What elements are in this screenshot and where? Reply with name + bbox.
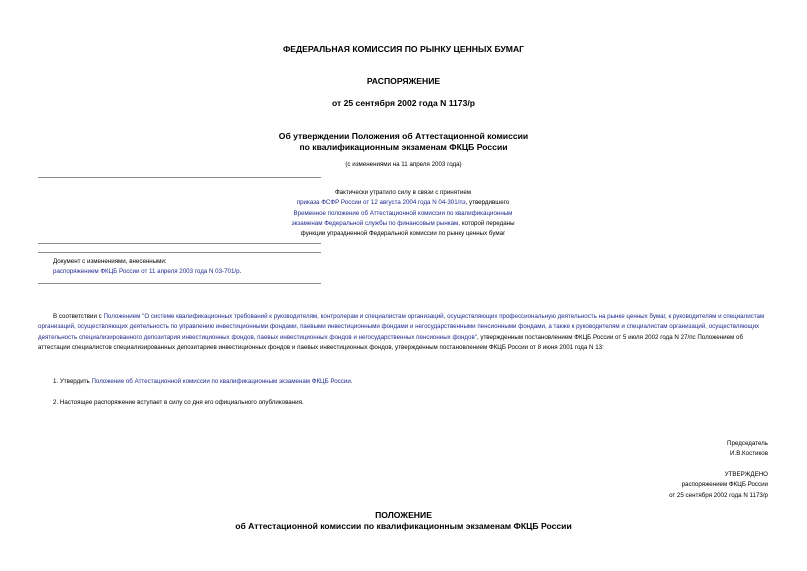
document-type: РАСПОРЯЖЕНИЕ <box>366 76 441 86</box>
status-note <box>250 188 556 239</box>
changes-box <box>53 257 353 278</box>
signature-block <box>560 439 768 460</box>
agency-name: ФЕДЕРАЛЬНАЯ КОМИССИЯ ПО РЫНКУ ЦЕННЫХ БУМАГ <box>282 44 525 54</box>
status-note-line1: Фактически утратило силу в связи с принятием <box>334 189 472 196</box>
approval-line1: УТВЕРЖДЕНО <box>724 471 768 478</box>
status-note-text: , которой переданы <box>458 219 515 227</box>
item-1-text: 1. Утвердить <box>53 378 92 385</box>
qualification-regulation-link[interactable]: Положением "О системе квалификационных требований к руководителям, контролерам и специалистам организаций, осуществляющих профессиональную деятельность на рынке ценных бумаг, к руководителям и специалистам организаций, осуществляющих деятельность по управлению инвестиционными фондами, паевыми инвестиционными фондами и негосударственными пенсионными фондами, а также к руководителям и специалистам организаций, осуществляющих деятельность специализированного депозитария инвестиционных фондов, паевых инвестиционных фондов и негосударственных пенсионных фондов" <box>38 313 765 341</box>
attestation-regulation-link[interactable]: Положение об Аттестационной комиссии по квалификационным экзаменам ФКЦБ России <box>91 378 351 385</box>
amendment-order-link[interactable]: распоряжением ФКЦБ России от 11 апреля 2003 года N 03-701/р <box>53 268 240 276</box>
approval-line2: распоряжением ФКЦБ России <box>681 481 768 489</box>
document-date-number: от 25 сентября 2002 года N 1173/р <box>331 98 475 108</box>
preamble-paragraph <box>38 312 768 353</box>
status-note-line4 <box>250 219 556 229</box>
divider <box>38 177 321 178</box>
status-note-line5: функции упраздненной Федеральной комиссии по рынку ценных бумаг <box>300 230 506 238</box>
preamble-text-cont: , утвержденным постановлением ФКЦБ России от 5 июля 2002 года N 27/пс Положением об аттестации специалистов специализированных депозитариев инвестиционных фондов и паевых инвестиционных фондов, утвержденным постановлением ФКЦБ России от 8 июня 2001 года N 13: <box>38 333 744 351</box>
item-1 <box>53 377 768 387</box>
item-2: 2. Настоящее распоряжение вступает в силу со дня его официального опубликования. <box>53 399 304 406</box>
status-note-text: , утвердившего <box>465 199 510 207</box>
temporary-regulation-link-cont[interactable]: экзаменам Федеральной службы по финансовым рынкам <box>291 219 459 227</box>
signatory-name: И.В.Костиков <box>730 450 768 458</box>
document-title-line1: Об утверждении Положения об Аттестационной комиссии <box>278 131 529 141</box>
item-1-tail: . <box>350 378 353 385</box>
status-note-line3 <box>250 209 556 219</box>
preamble-text: В соответствии с <box>53 313 104 320</box>
divider <box>38 243 321 244</box>
signatory-role: Председатель <box>727 440 768 447</box>
approval-block <box>560 470 768 501</box>
temporary-regulation-link[interactable]: Временное положение об Аттестационной комиссии по квалификационным <box>293 209 513 217</box>
amendments-note: (с изменениями на 11 апреля 2003 года) <box>345 161 462 168</box>
document-title-line2: по квалификационным экзаменам ФКЦБ России <box>299 142 508 152</box>
status-note-line2 <box>250 198 556 208</box>
approval-line3: от 25 сентября 2002 года N 1173/р <box>669 491 768 499</box>
changes-tail: . <box>239 268 242 276</box>
order-fsfr-link[interactable]: приказа ФСФР России от 12 августа 2004 года N 04-301/пз <box>296 199 466 207</box>
changes-line <box>53 267 353 277</box>
divider <box>38 283 321 284</box>
annex-subtitle: об Аттестационной комиссии по квалификационным экзаменам ФКЦБ России <box>235 521 572 531</box>
annex-title: ПОЛОЖЕНИЕ <box>375 510 432 520</box>
divider <box>38 252 321 253</box>
changes-label: Документ с изменениями, внесенными: <box>53 258 167 265</box>
